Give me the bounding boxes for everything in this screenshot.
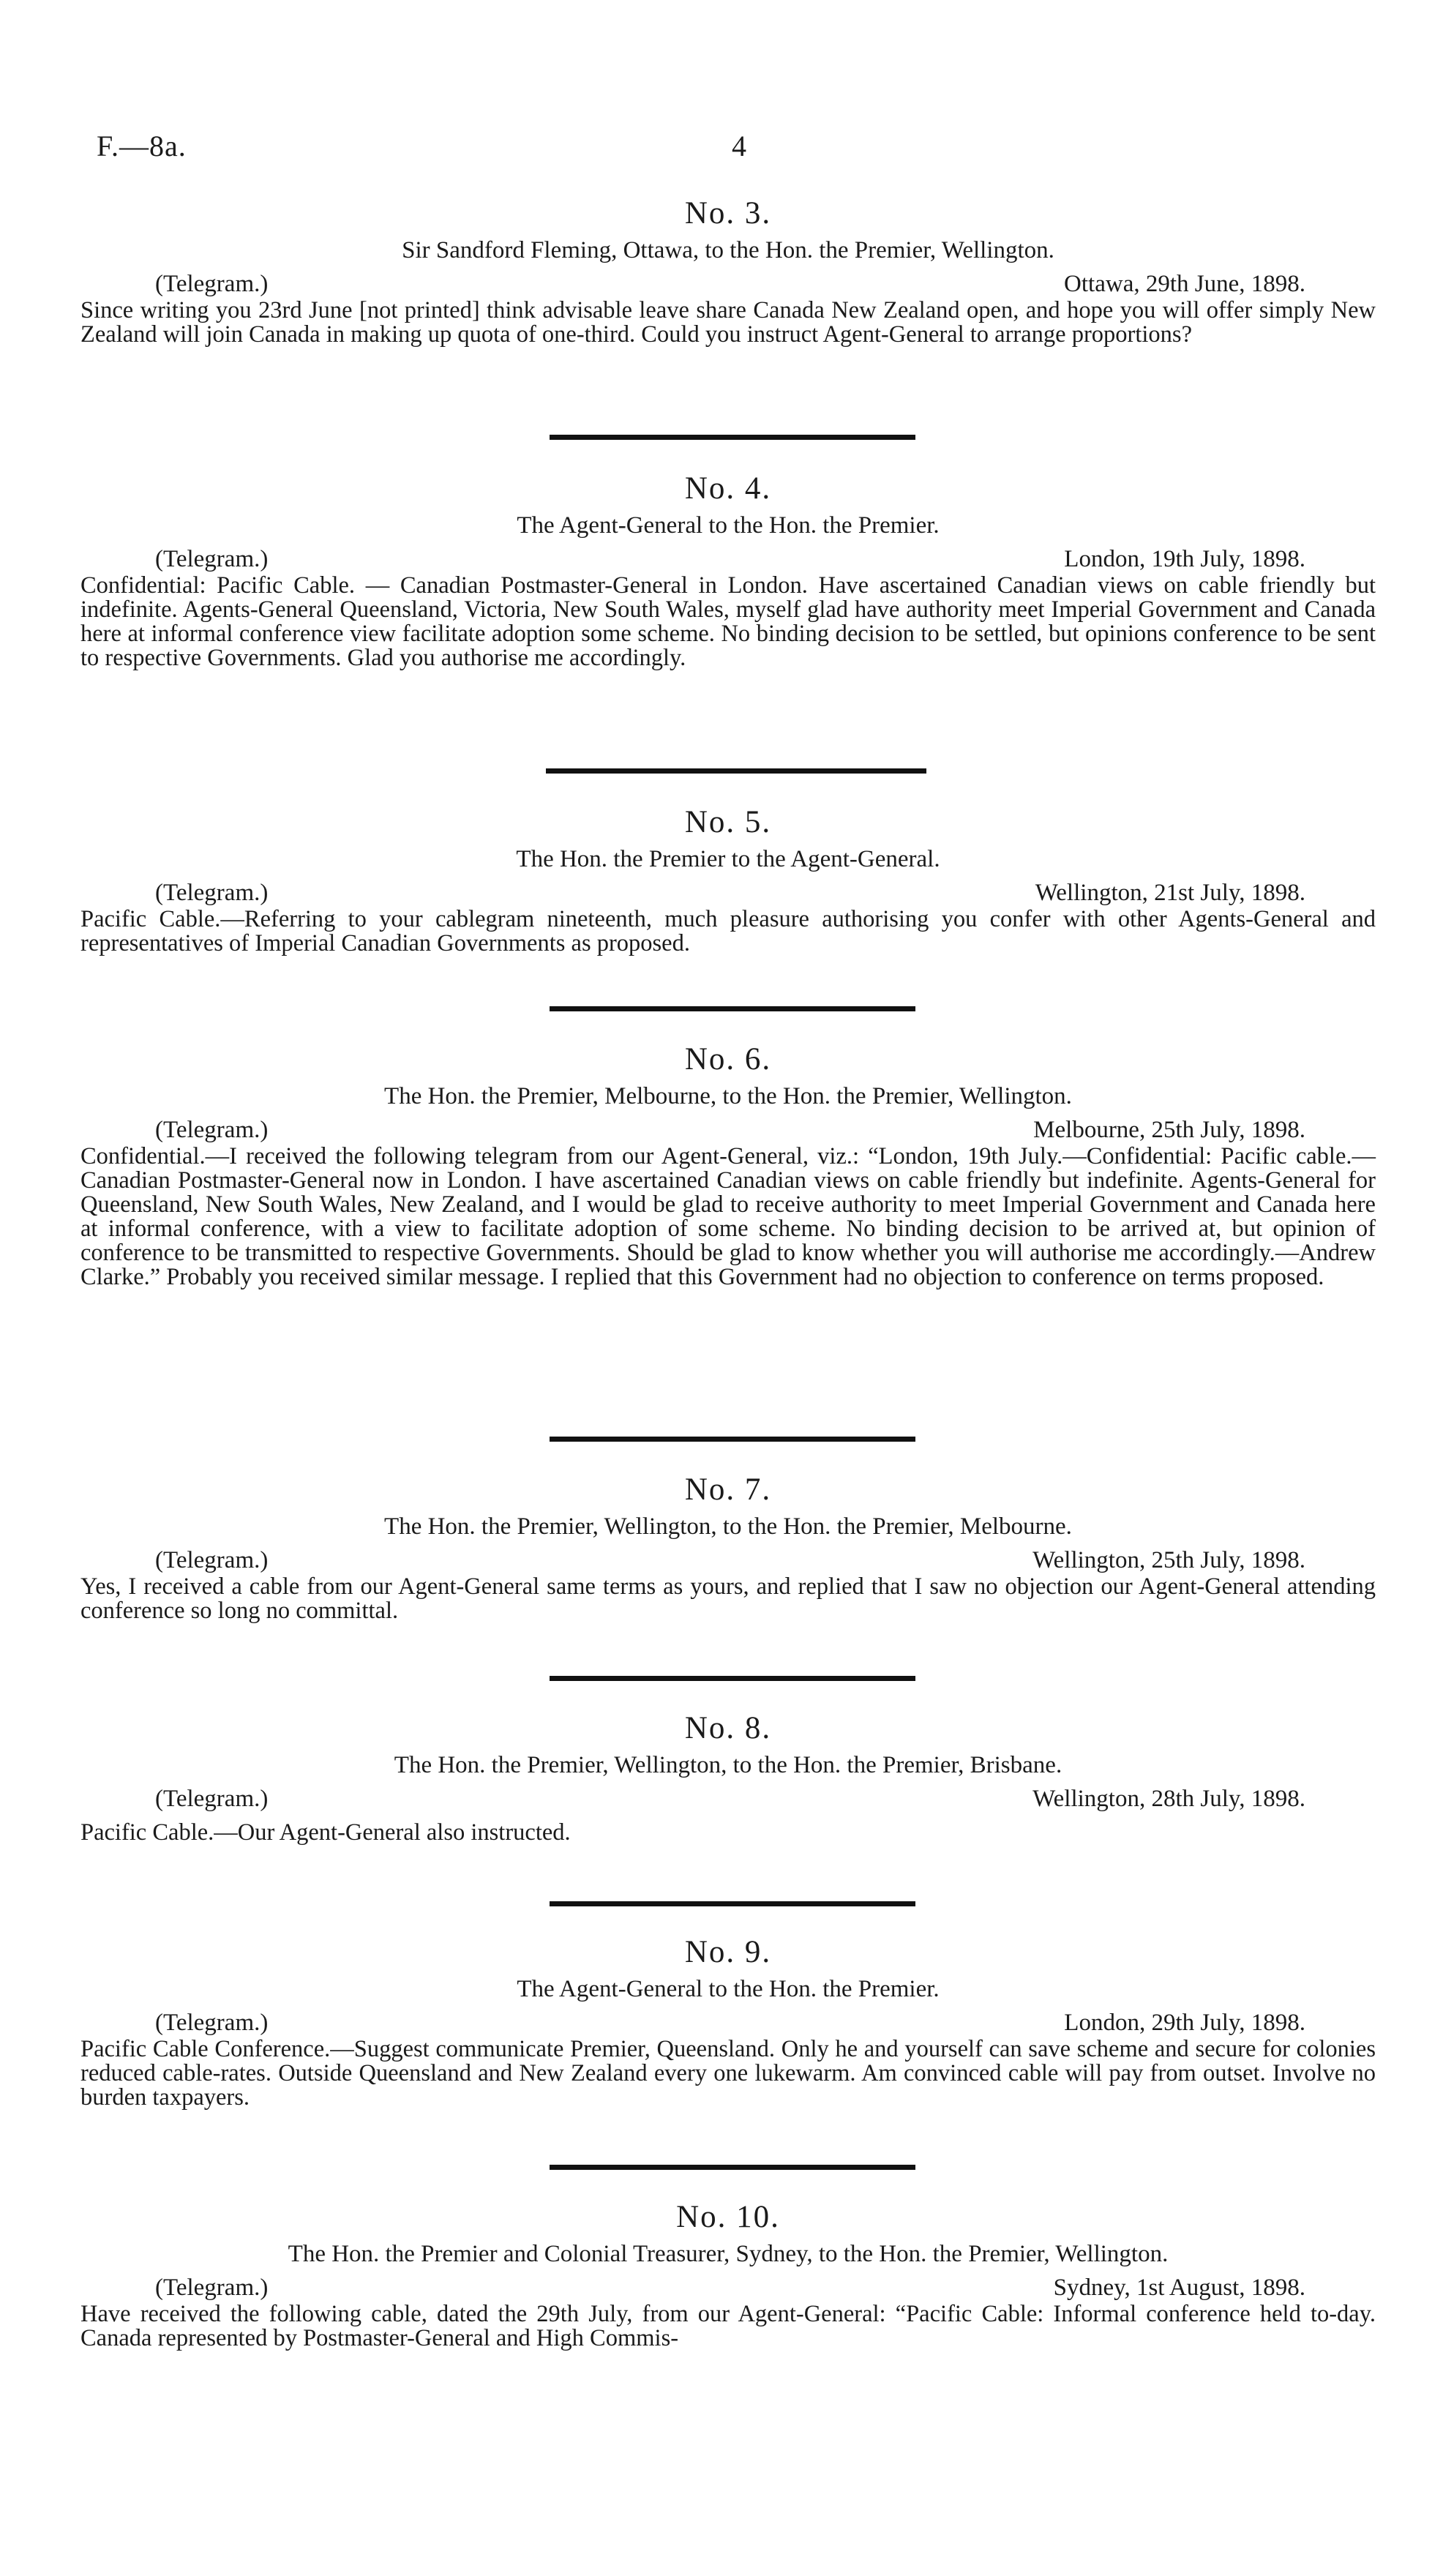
section-number: No. 4.: [684, 471, 772, 506]
section-body: Confidential: Pacific Cable. — Canadian Postmaster-General in London. Have ascertained Canadian views on cable friendly but indefinite. Agents-General Queensland, Victoria, New South Wales, myself glad have authority meet Imperial Government and Canada here at informal conference view facilitate adoption some scheme. No binding decision to be settled, but opinions conference to be sent to respective Governments. Glad you authorise me accordingly.: [80, 572, 1376, 671]
section-addressee: The Hon. the Premier, Melbourne, to the Hon. the Premier, Wellington.: [384, 1083, 1072, 1109]
section-number: No. 3.: [684, 196, 772, 231]
telegram-label: (Telegram.): [155, 2274, 269, 2301]
section-body: Confidential.—I received the following telegram from our Agent-General, viz.: “London, 19th July.—Confidential: Pacific cable.—Canadian Postmaster-General now in London. I have ascertained Canadian views on cable friendly but indefinite. Agents-General for Queensland, New South Wales, New Zealand, and I would be glad to receive authority to meet Imperial Government and Canada here at informal conference, with a view to facilitate adoption of some scheme. No binding decision to be arrived at, but opinion of conference to be transmitted to respective Governments. Should be glad to know whether you will authorise me accordingly.—Andrew Clarke.” Probably you received similar message. I replied that this Government had no objection to conference on terms proposed.: [80, 1143, 1376, 1290]
telegram-label: (Telegram.): [155, 2010, 269, 2036]
place-date: London, 29th July, 1898.: [1064, 2010, 1305, 2036]
section-addressee: The Hon. the Premier, Wellington, to the Hon. the Premier, Brisbane.: [394, 1752, 1062, 1778]
section-no-6: [80, 1041, 1376, 1289]
section-divider: [550, 1006, 915, 1011]
section-body: Yes, I received a cable from our Agent-General same terms as yours, and replied that I saw no objection our Agent-General attending conference so long no committal.: [80, 1573, 1376, 1624]
telegram-meta: [80, 1784, 1376, 1813]
page-number: 4: [732, 130, 746, 162]
section-addressee: The Agent-General to the Hon. the Premier.: [517, 512, 940, 539]
section-no-5: [80, 804, 1376, 956]
telegram-label: (Telegram.): [155, 880, 269, 906]
telegram-label: (Telegram.): [155, 1786, 269, 1812]
section-divider: [550, 1901, 915, 1906]
telegram-meta: [80, 1115, 1376, 1145]
section-no-7: [80, 1471, 1376, 1623]
place-date: Wellington, 25th July, 1898.: [1032, 1547, 1305, 1573]
place-date: Wellington, 21st July, 1898.: [1035, 880, 1305, 906]
telegram-label: (Telegram.): [155, 1117, 269, 1143]
page-ref: F.—8a.: [97, 130, 187, 162]
section-divider: [550, 2165, 915, 2170]
section-divider: [550, 1437, 915, 1442]
section-number: No. 9.: [684, 1935, 772, 1969]
section-number: No. 7.: [684, 1472, 772, 1507]
telegram-label: (Telegram.): [155, 1547, 269, 1573]
section-addressee: The Hon. the Premier to the Agent-General.: [516, 846, 940, 872]
section-no-10: [80, 2198, 1376, 2351]
telegram-meta: [80, 2273, 1376, 2302]
section-no-4: [80, 470, 1376, 670]
section-no-9: [80, 1933, 1376, 2110]
telegram-label: (Telegram.): [155, 546, 269, 572]
section-no-3: [80, 195, 1376, 347]
telegram-meta: [80, 2008, 1376, 2037]
section-no-8: [80, 1710, 1376, 1845]
telegram-meta: [80, 269, 1376, 299]
section-divider: [550, 435, 915, 440]
place-date: Wellington, 28th July, 1898.: [1032, 1786, 1305, 1812]
place-date: Sydney, 1st August, 1898.: [1053, 2274, 1305, 2301]
section-addressee: The Hon. the Premier and Colonial Treasurer, Sydney, to the Hon. the Premier, Wellington.: [288, 2241, 1169, 2267]
place-date: London, 19th July, 1898.: [1064, 546, 1305, 572]
section-body: Since writing you 23rd June [not printed] think advisable leave share Canada New Zealand open, and hope you will offer simply New Zealand will join Canada in making up quota of one-third. Could you instruct Agent-General to arrange proportions?: [80, 297, 1376, 348]
section-number: No. 8.: [684, 1711, 772, 1745]
telegram-meta: [80, 544, 1376, 574]
section-addressee: The Hon. the Premier, Wellington, to the Hon. the Premier, Melbourne.: [384, 1513, 1072, 1540]
telegram-meta: [80, 1546, 1376, 1575]
section-body: Pacific Cable.—Referring to your cablegram nineteenth, much pleasure authorising you confer with other Agents-General and representatives of Imperial Canadian Governments as proposed.: [80, 906, 1376, 956]
section-divider: [546, 768, 926, 774]
section-body: Have received the following cable, dated the 29th July, from our Agent-General: “Pacific Cable: Informal conference held to-day. Canada represented by Postmaster-General and High Commis-: [80, 2301, 1376, 2351]
section-addressee: The Agent-General to the Hon. the Premier.: [517, 1976, 940, 2002]
telegram-label: (Telegram.): [155, 271, 269, 297]
section-number: No. 6.: [684, 1042, 772, 1077]
telegram-meta: [80, 878, 1376, 907]
place-date: Ottawa, 29th June, 1898.: [1064, 271, 1305, 297]
section-body: Pacific Cable.—Our Agent-General also instructed.: [80, 1819, 571, 1846]
section-body: Pacific Cable Conference.—Suggest communicate Premier, Queensland. Only he and yourself can save scheme and secure for colonies reduced cable-rates. Outside Queensland and New Zealand every one lukewarm. Am convinced cable will pay from outset. Involve no burden taxpayers.: [80, 2036, 1376, 2111]
section-divider: [550, 1676, 915, 1681]
section-number: No. 10.: [676, 2200, 780, 2234]
section-number: No. 5.: [684, 805, 772, 839]
place-date: Melbourne, 25th July, 1898.: [1033, 1117, 1305, 1143]
section-addressee: Sir Sandford Fleming, Ottawa, to the Hon. the Premier, Wellington.: [402, 237, 1054, 263]
